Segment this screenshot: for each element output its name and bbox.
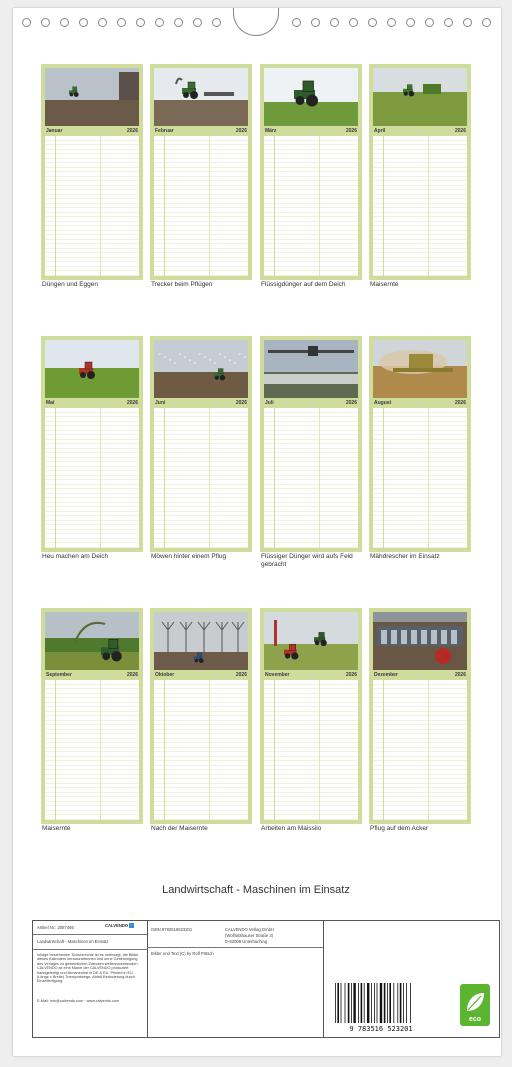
month-header	[45, 400, 139, 407]
binding-ring	[463, 18, 472, 27]
barcode-bar	[393, 983, 394, 1023]
binding-ring	[117, 18, 126, 27]
barcode-bar	[337, 983, 339, 1023]
eco-label: eco	[468, 1016, 482, 1023]
binding-ring	[212, 18, 221, 27]
month-photo	[154, 340, 248, 398]
month-day-grid	[373, 680, 467, 820]
month-caption: Flüssigdünger auf dem Deich	[261, 281, 346, 288]
barcode-bar	[361, 983, 363, 1023]
binding-ring	[136, 18, 145, 27]
month-photo	[45, 612, 139, 670]
month-name: Juli	[265, 400, 274, 406]
month-photo	[264, 612, 358, 670]
month-header	[154, 400, 248, 407]
publisher-street: (Wolfratshauser Straße 3)	[225, 933, 274, 938]
month-panel	[150, 608, 252, 824]
binding-ring	[193, 18, 202, 27]
binding-ring	[98, 18, 107, 27]
binding-ring	[444, 18, 453, 27]
month-year: 2026	[454, 672, 466, 678]
barcode-bar	[397, 983, 398, 1023]
imprint-footer	[32, 920, 500, 1038]
month-header	[154, 128, 248, 135]
barcode-bar	[403, 983, 404, 1023]
barcode-bar	[387, 983, 388, 1023]
month-caption: Trecker beim Pflügen	[151, 281, 213, 288]
month-photo	[154, 68, 248, 126]
month-year: 2026	[345, 400, 357, 406]
month-header	[373, 672, 467, 679]
barcode-bar	[341, 983, 342, 1023]
month-panel	[369, 336, 471, 552]
barcode-bar	[389, 983, 391, 1023]
month-panel	[369, 64, 471, 280]
month-day-grid	[45, 680, 139, 820]
month-photo	[264, 68, 358, 126]
calendar-title: Landwirtschaft - Maschinen im Einsatz	[162, 884, 350, 896]
month-header	[264, 672, 358, 679]
brand-logo	[105, 923, 145, 928]
month-day-grid	[264, 408, 358, 548]
month-name: Februar	[155, 128, 174, 134]
month-year: 2026	[345, 672, 357, 678]
binding-ring	[22, 18, 31, 27]
month-header	[373, 128, 467, 135]
binding-ring	[406, 18, 415, 27]
barcode-bar	[400, 983, 402, 1023]
month-photo	[373, 612, 467, 670]
barcode-bar	[335, 983, 336, 1023]
month-caption: Flüssiger Dünger wird aufs Feld gebracht	[261, 553, 353, 568]
month-day-grid	[154, 136, 248, 276]
month-day-grid	[373, 136, 467, 276]
publisher-name: CALVENDO Verlag GmbH	[225, 927, 275, 932]
month-name: August	[374, 400, 392, 406]
barcode-bar	[377, 983, 378, 1023]
binding-ring	[292, 18, 301, 27]
product-name: Landwirtschaft - Maschinen im Einsatz	[37, 939, 109, 944]
month-caption: Heu machen am Deich	[42, 553, 109, 560]
month-caption: Nach der Maisernte	[151, 825, 208, 832]
contact-email: E-Mail: info@calvendo.com · www.calvendo.com	[37, 999, 120, 1003]
binding-ring	[425, 18, 434, 27]
binding-ring	[155, 18, 164, 27]
month-photo	[154, 612, 248, 670]
month-day-grid	[373, 408, 467, 548]
month-year: 2026	[454, 400, 466, 406]
month-photo	[373, 340, 467, 398]
month-day-grid	[264, 136, 358, 276]
month-photo	[264, 340, 358, 398]
month-panel	[41, 64, 143, 280]
legal-notice: Infolge bestehender Schutzrechte ist es untersagt, die Bilder dieses Kalenders herauszutrennen und ohne Genehmigung des Verlages zu gewerblichen Zwecken weiterzuverwenden. CALVENDO ist eine Marke der CALVENDO produziert handgefertigt und klimaneutral in DE & EU. Printed in EU (Länge x Breite) Transportwege, Abfall-Reduzierung durch Einzelfertigung.	[37, 953, 139, 984]
month-header	[264, 400, 358, 407]
binding-ring	[387, 18, 396, 27]
month-day-grid	[154, 680, 248, 820]
month-caption: Pflug auf dem Acker	[370, 825, 429, 832]
month-panel	[150, 336, 252, 552]
eco-badge	[460, 984, 490, 1026]
barcode-bar	[364, 983, 365, 1023]
month-header	[45, 128, 139, 135]
binding-ring	[311, 18, 320, 27]
month-panel	[150, 64, 252, 280]
month-name: Dezember	[374, 672, 398, 678]
barcode-bar	[374, 983, 375, 1023]
month-photo	[45, 340, 139, 398]
month-day-grid	[154, 408, 248, 548]
month-year: 2026	[454, 128, 466, 134]
month-photo	[45, 68, 139, 126]
binding-ring	[349, 18, 358, 27]
barcode	[331, 981, 431, 1033]
barcode-bar	[384, 983, 386, 1023]
barcode-number: 9 783516 523201	[349, 1025, 413, 1033]
brand-mark-icon	[129, 923, 134, 928]
month-header	[45, 672, 139, 679]
month-caption: Düngen und Eggen	[42, 281, 99, 288]
binding-ring	[174, 18, 183, 27]
month-caption: Möwen hinter einem Pflug	[151, 553, 227, 560]
isbn: ISBN 9783516523201	[151, 927, 193, 932]
barcode-bar	[351, 983, 352, 1023]
month-panel	[260, 336, 362, 552]
barcode-bar	[371, 983, 372, 1023]
month-name: Januar	[46, 128, 63, 134]
leaf-icon	[460, 987, 490, 1017]
month-caption: Maisernte	[370, 281, 399, 288]
barcode-bar	[380, 983, 382, 1023]
month-name: Juni	[155, 400, 166, 406]
month-caption: Mähdrescher im Einsatz	[370, 553, 440, 560]
month-header	[154, 672, 248, 679]
month-name: Oktober	[155, 672, 175, 678]
barcode-bar	[410, 983, 411, 1023]
binding-ring	[482, 18, 491, 27]
month-panel	[41, 608, 143, 824]
barcode-bar	[348, 983, 350, 1023]
month-header	[373, 400, 467, 407]
month-day-grid	[264, 680, 358, 820]
article-number: Artikel Nr.: 2087466	[37, 925, 74, 930]
month-caption: Maisernte	[42, 825, 71, 832]
binding-ring	[330, 18, 339, 27]
month-name: September	[46, 672, 72, 678]
brand-text: CALVENDO	[105, 923, 129, 928]
barcode-bar	[358, 983, 359, 1023]
month-year: 2026	[235, 128, 247, 134]
month-name: April	[374, 128, 386, 134]
month-year: 2026	[126, 128, 138, 134]
month-year: 2026	[345, 128, 357, 134]
month-year: 2026	[235, 672, 247, 678]
barcode-bar	[353, 983, 355, 1023]
month-caption: Arbeiten am Maissilo	[261, 825, 322, 832]
month-panel	[369, 608, 471, 824]
binding-ring	[41, 18, 50, 27]
month-year: 2026	[126, 400, 138, 406]
binding-ring	[60, 18, 69, 27]
month-day-grid	[45, 408, 139, 548]
binding-ring	[79, 18, 88, 27]
month-panel	[260, 608, 362, 824]
photo-credit: Bilder und Text (C) by Rolf Pötsch	[151, 951, 214, 956]
binding-ring	[368, 18, 377, 27]
month-year: 2026	[126, 672, 138, 678]
month-header	[264, 128, 358, 135]
month-panel	[260, 64, 362, 280]
month-day-grid	[45, 136, 139, 276]
barcode-bar	[367, 983, 369, 1023]
month-name: November	[265, 672, 290, 678]
month-name: März	[265, 128, 277, 134]
barcode-bar	[345, 983, 346, 1023]
month-photo	[373, 68, 467, 126]
month-panel	[41, 336, 143, 552]
publisher-city: D-82008 Unterhaching	[225, 939, 268, 944]
month-year: 2026	[235, 400, 247, 406]
month-name: Mai	[46, 400, 55, 406]
barcode-bar	[406, 983, 407, 1023]
